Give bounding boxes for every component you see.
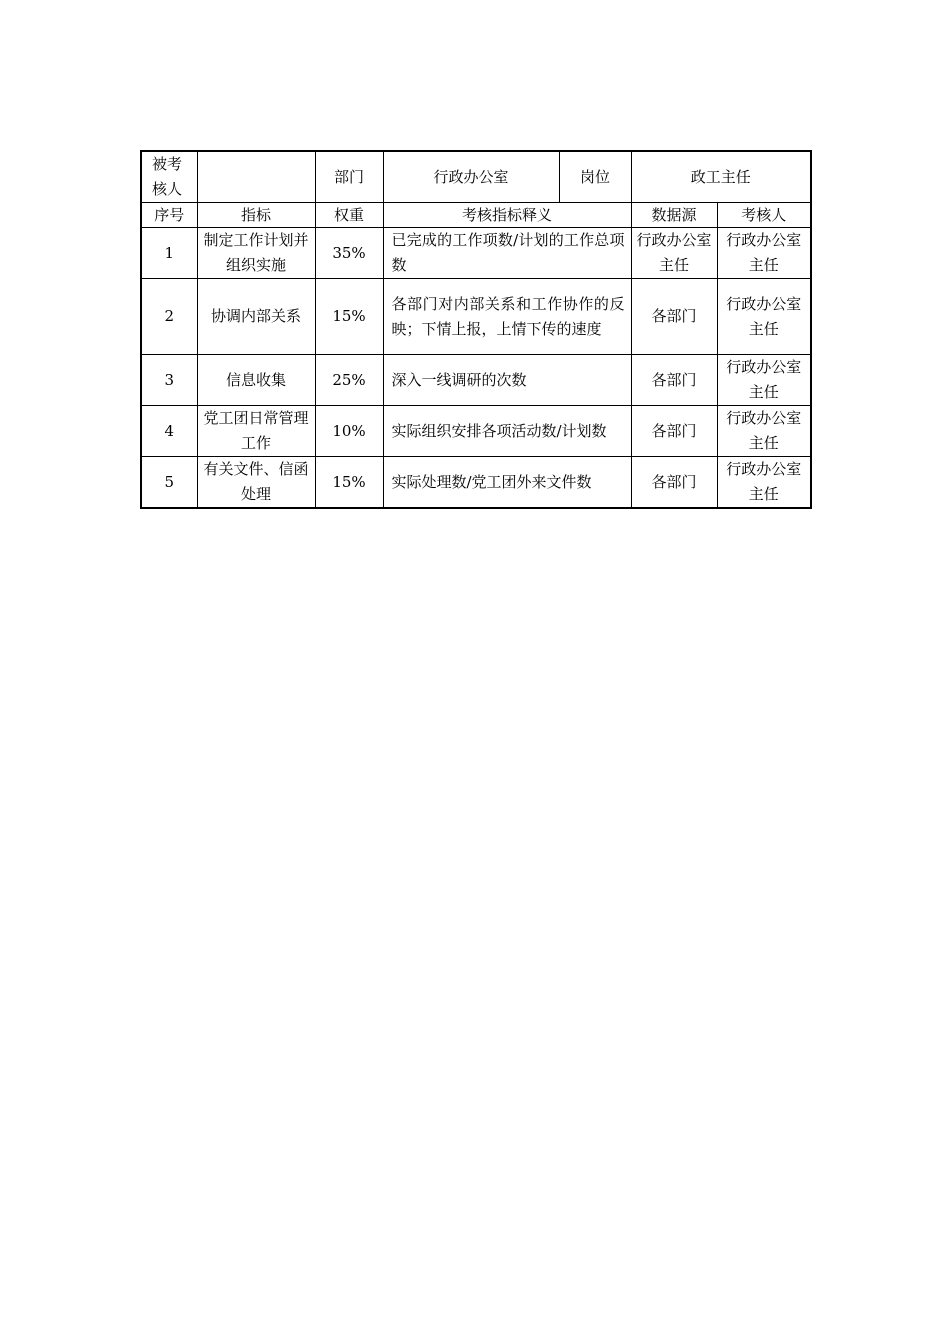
row-seq: 4 [141,406,197,457]
row-assessor: 行政办公室主任 [717,228,811,279]
kpi-assessment-table [140,150,812,509]
col-weight: 权重 [315,203,383,228]
row-data-source: 各部门 [631,406,717,457]
row-seq: 1 [141,228,197,279]
row-data-source: 行政办公室主任 [631,228,717,279]
row-assessor: 行政办公室主任 [717,279,811,355]
header-row [141,151,811,203]
row-indicator: 党工团日常管理工作 [197,406,315,457]
row-assessor: 行政办公室主任 [717,406,811,457]
column-header-row [141,203,811,228]
row-indicator: 协调内部关系 [197,279,315,355]
position-value: 政工主任 [631,151,811,203]
row-indicator: 信息收集 [197,355,315,406]
row-assessor: 行政办公室主任 [717,457,811,509]
row-data-source: 各部门 [631,355,717,406]
table-row [141,355,811,406]
col-data-source: 数据源 [631,203,717,228]
row-seq: 5 [141,457,197,509]
col-explanation: 考核指标释义 [383,203,631,228]
row-explanation: 深入一线调研的次数 [383,355,631,406]
row-data-source: 各部门 [631,457,717,509]
table-row [141,406,811,457]
table-row [141,279,811,355]
department-value: 行政办公室 [383,151,559,203]
table-row [141,228,811,279]
row-explanation: 实际处理数/党工团外来文件数 [383,457,631,509]
col-assessor: 考核人 [717,203,811,228]
row-indicator: 制定工作计划并组织实施 [197,228,315,279]
col-seq: 序号 [141,203,197,228]
department-label: 部门 [315,151,383,203]
row-weight: 25% [315,355,383,406]
row-assessor: 行政办公室主任 [717,355,811,406]
col-indicator: 指标 [197,203,315,228]
row-weight: 15% [315,457,383,509]
row-explanation: 已完成的工作项数/计划的工作总项数 [383,228,631,279]
row-weight: 35% [315,228,383,279]
row-weight: 10% [315,406,383,457]
row-weight: 15% [315,279,383,355]
row-seq: 3 [141,355,197,406]
row-indicator: 有关文件、信函处理 [197,457,315,509]
evaluatee-value [197,151,315,203]
position-label: 岗位 [559,151,631,203]
row-data-source: 各部门 [631,279,717,355]
row-explanation: 实际组织安排各项活动数/计划数 [383,406,631,457]
table-row [141,457,811,509]
evaluatee-label: 被考核人 [141,151,197,203]
row-explanation: 各部门对内部关系和工作协作的反映；下情上报，上情下传的速度 [383,279,631,355]
row-seq: 2 [141,279,197,355]
